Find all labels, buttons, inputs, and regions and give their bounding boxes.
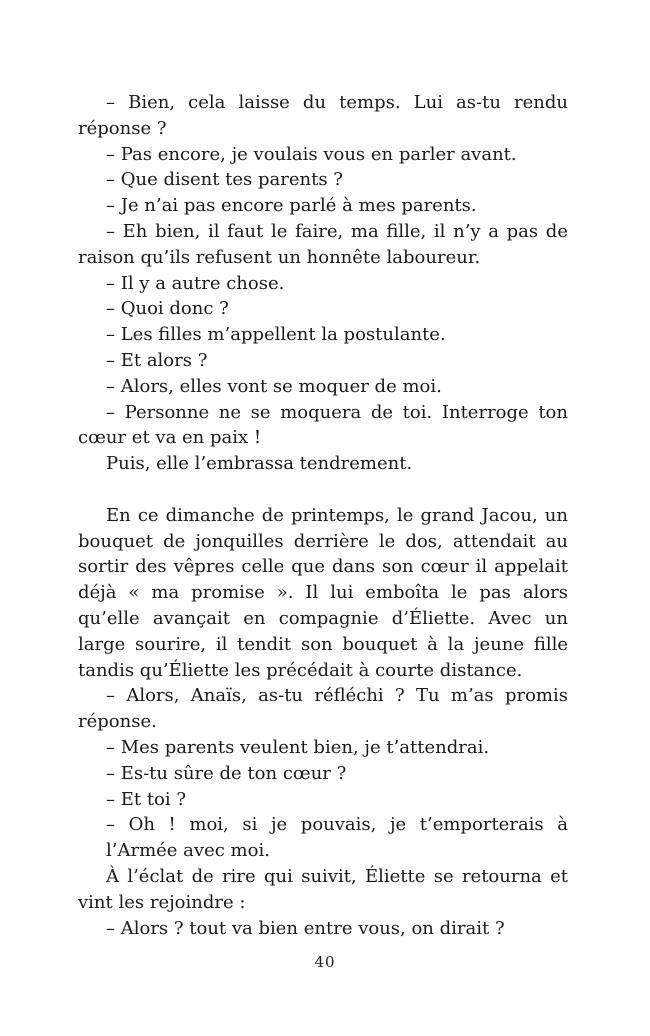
text-line: large sourire, il tendit son bouquet à la jeune fille <box>78 633 568 655</box>
paragraph <box>78 735 568 761</box>
text-line: – Les filles m’appellent la postulante. <box>106 324 446 346</box>
text-line: – Bien, cela laisse du temps. Lui as-tu rendu <box>106 92 568 113</box>
text-line: – Et alors ? <box>106 349 208 371</box>
text-line: – Personne ne se moquera de toi. Interroge ton <box>106 401 568 423</box>
text-line: – Et toi ? <box>106 788 187 810</box>
text-line: Puis, elle l’embrassa tendrement. <box>106 453 413 475</box>
text-line: – Oh ! moi, si je pouvais, je t’emporterais à <box>106 814 568 836</box>
paragraph <box>78 322 568 348</box>
paragraph <box>78 271 568 297</box>
page-text-block <box>78 90 568 941</box>
text-line: tandis qu’Éliette les précédait à courte distance. <box>78 659 523 681</box>
text-line: – Je n’ai pas encore parlé à mes parents. <box>106 195 477 217</box>
text-line: réponse. <box>78 711 157 733</box>
page-number: 40 <box>314 953 336 971</box>
text-line: bouquet de jonquilles derrière le dos, attendait au <box>78 530 568 552</box>
paragraph <box>78 142 568 168</box>
text-line: – Alors, Anaïs, as-tu réfléchi ? Tu m’as promis <box>106 685 568 707</box>
text-line: l’Armée avec moi. <box>106 840 270 862</box>
paragraph <box>78 348 568 374</box>
text-line: – Alors, elles vont se moquer de moi. <box>106 375 442 397</box>
text-line: – Alors ? tout va bien entre vous, on dirait ? <box>106 917 505 939</box>
paragraph <box>78 90 568 142</box>
paragraph <box>78 761 568 787</box>
text-line: – Quoi donc ? <box>106 298 229 320</box>
text-line: raison qu’ils refusent un honnête laboureur. <box>78 246 481 268</box>
paragraph <box>78 812 568 864</box>
paragraph <box>78 167 568 193</box>
paragraph <box>78 374 568 400</box>
paragraph <box>78 400 568 452</box>
paragraph <box>78 916 568 942</box>
text-line: vint les rejoindre : <box>78 891 246 913</box>
paragraph <box>78 193 568 219</box>
text-line: – Eh bien, il faut le faire, ma fille, il n’y a pas de <box>106 220 568 242</box>
paragraph <box>78 219 568 271</box>
text-line: déjà « ma promise ». Il lui emboîta le pas alors <box>78 582 568 604</box>
paragraph <box>78 683 568 735</box>
text-line: – Mes parents veulent bien, je t’attendrai. <box>106 736 490 758</box>
text-line: sortir des vêpres celle que dans son cœur il appelait <box>78 556 568 578</box>
text-line: qu’elle avançait en compagnie d’Éliette. Avec un <box>78 607 568 629</box>
paragraph <box>78 451 568 477</box>
text-line: À l’éclat de rire qui suivit, Éliette se retourna et <box>106 865 568 887</box>
paragraph <box>78 787 568 813</box>
text-line: – Pas encore, je voulais vous en parler avant. <box>106 143 517 165</box>
text-line: cœur et va en paix ! <box>78 427 262 449</box>
text-line: – Es-tu sûre de ton cœur ? <box>106 762 347 784</box>
text-line: – Il y a autre chose. <box>106 272 285 294</box>
text-line: En ce dimanche de printemps, le grand Jacou, un <box>106 504 568 526</box>
paragraph <box>78 503 568 684</box>
paragraph <box>78 296 568 322</box>
paragraph <box>78 864 568 916</box>
text-line: – Que disent tes parents ? <box>106 169 343 191</box>
text-line: réponse ? <box>78 117 167 139</box>
